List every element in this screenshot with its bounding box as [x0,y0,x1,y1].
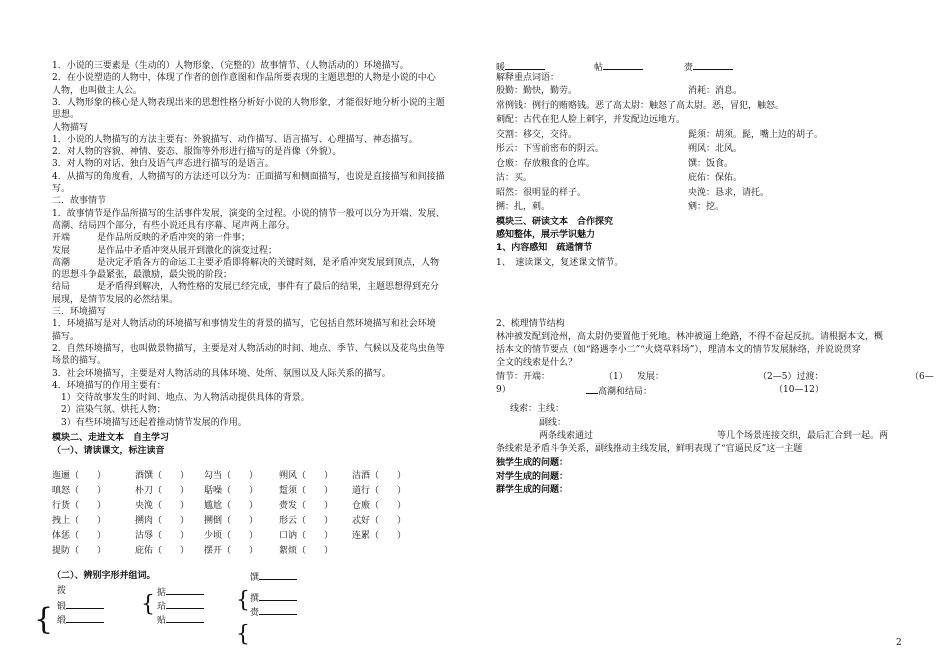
right-column [480,0,950,671]
gloss-item: 刺配：古代在犯人脸上刺字，并发配边远地方。 [496,115,686,125]
text-line: 发展 是作品中矛盾冲突从展开到激化的演变过程； [52,245,278,256]
text-line: 1．环境描写是对人物活动的环境描写和事情发生的背景的描写，它包括自然环境描写和社会环境 [52,319,436,330]
module3-title: 模块三、研读文本 合作探究 [496,217,614,227]
question-2-line: 全文的线索是什么？ [496,358,578,368]
text-line: 3）有些环境描写还起着推动情节发展的作用。 [52,417,247,428]
reading-item[interactable]: 赍发（ ） [279,501,334,511]
reading-item[interactable]: 朴刀（ ） [135,486,190,496]
text-line: 的思想斗争最紧张，最激励，最尖锐的阶段； [52,270,233,281]
gloss-item: 庇佑：保佑。 [688,173,743,183]
reading-item[interactable]: 拽上（ ） [52,516,107,526]
question-1: 1、 速读课文，复述课文情节。 [496,258,624,268]
answer-blank[interactable] [693,60,733,70]
text-line: 2）渲染气氛、烘托人物； [52,405,166,416]
text-line: 人物描写 [52,122,89,133]
clue-two: 两条线索通过 [539,431,594,441]
gloss-item: 央浼：恳求，请托。 [688,187,770,198]
gloss-item: 朔风：北风。 [688,144,743,154]
text-line: 思想。 [52,110,80,121]
reading-item[interactable]: 勾当（ ） [204,471,259,481]
reading-item[interactable]: 仓廒（ ） [352,501,407,511]
plot-climax: 高潮和结局： [586,384,652,398]
text-line: 4．环境描写的作用主要有： [52,380,166,391]
text-line: 二．故事情节 [52,196,107,207]
answer-blank[interactable] [259,570,297,580]
self-question: 独学生成的问题： [496,458,569,468]
reading-item[interactable]: 庇佑（ ） [135,546,190,556]
reading-item[interactable]: 嗔怒（ ） [52,486,107,496]
reading-item[interactable]: 迤逦（ ） [52,471,107,481]
clue-two-tail: 等几个场景连接交织，最后汇合到一起。两 [717,431,889,441]
gloss-item: 沽：买。 [496,173,533,183]
text-line: 2．自然环境描写，也叫做景物描写，主要是对人物活动的时间、地点、季节、气候以及花鸟虫鱼等 [52,343,445,354]
gloss-item: 消耗：消息。 [688,86,743,96]
module2-title: 模块二、走进文本 自主学习 [52,433,170,443]
top-blank-row: 暖 [496,60,545,74]
gloss-item: 交割：移交，交待。 [496,129,578,140]
reading-item[interactable]: 连累（ ） [352,531,407,541]
answer-blank[interactable] [66,613,104,623]
gloss-item: 彤云：下雪前密布的阴云。 [496,144,605,154]
reading-item[interactable]: 行货（ ） [52,501,107,511]
gloss-title: 解释重点词语： [496,73,560,83]
shape-char: 馔 [250,570,297,584]
brace-icon: { [236,622,250,647]
top-blank-row: 赍 [684,60,733,74]
gloss-item: 髭须：胡须。髭，嘴上边的胡子。 [688,129,824,140]
reading-item[interactable]: 踅须（ ） [279,486,334,496]
reading-item[interactable]: 朔风（ ） [279,471,334,481]
question-2-line: 括本文的情节要点（如“路遇李小二”“火烧草料场”），理清本文的情节发展脉络，并说说贯穿 [496,345,861,355]
answer-blank[interactable] [586,384,598,394]
clue-main: 线索：主线： [510,404,565,414]
shape-char: 缎 [57,613,104,627]
text-line: 展现，是情节发展的必然结果。 [52,294,179,305]
reading-item[interactable]: 道行（ ） [352,486,407,496]
answer-blank[interactable] [259,605,297,615]
text-line: 结局 是矛盾得到解决，人物性格的发展已经完成，事件有了最后的结果，主题思想得到充分 [52,282,440,293]
brace-icon: { [34,602,54,637]
plot-number: 9） [496,385,511,395]
brace-icon: { [141,592,155,617]
text-line: 三．环境描写 [52,307,107,317]
answer-blank[interactable] [166,613,204,623]
gloss-item: 仓廒：存放粮食的仓库。 [496,158,596,169]
gloss-item: 常例钱：例行的贿赂钱。恶了高太尉：触怒了高太尉。恶，冒犯，触怒。 [496,100,785,111]
answer-blank[interactable] [66,599,104,609]
shape-char: 赍 [250,605,297,619]
reading-item[interactable]: 聒噪（ ） [204,486,259,496]
text-line: 开端 是作品所反映的矛盾冲突的第一件事； [52,233,251,244]
answer-blank[interactable] [603,60,643,70]
gloss-item: 殷勤：勤快，勤劳。 [496,86,578,96]
reading-item[interactable]: 酒馔（ ） [135,471,190,481]
content-section-title: 1、内容感知 疏通情节 [496,243,593,253]
shape-char: 拨 [57,586,67,596]
reading-item[interactable]: 口讷（ ） [279,531,334,541]
text-line: 高潮 是决定矛盾各方的命运工主要矛盾即将解决的关键时刻，是矛盾冲突发展到顶点，人物 [52,257,440,268]
answer-blank[interactable] [166,599,204,609]
module3-subtitle: 感知整体，展示学识魅力 [496,230,596,240]
text-line: 1．小说的人物描写的方法主要有：外貌描写、动作描写、语言描写、心理描写、神态描写。 [52,134,418,145]
shape-char: 玷 [157,599,204,613]
gloss-item: 馔：饭食。 [688,158,734,169]
gloss-item: 搠：扎，刺。 [496,202,551,212]
plot-start: 情节：开端： [496,372,551,382]
shape-char: 锻 [57,599,104,613]
reading-item[interactable]: 絮烦（ ） [279,546,334,556]
question-2-title: 2、梳理情节结构 [496,319,565,329]
group-question: 群学生成的问题： [496,485,569,495]
reading-item[interactable]: 尴尬（ ） [204,501,259,511]
question-2-line: 林冲被发配到沧州，高太尉仍要置他于死地。林冲被逼上绝路，不得不奋起反抗。请根据本文，概 [496,332,884,342]
reading-item[interactable]: 搠肉（ ） [135,516,190,526]
plot-number: （2—5）过渡： [758,372,824,382]
top-blank-row: 帖 [594,60,643,74]
reading-item[interactable]: 搠倒（ ） [204,516,259,526]
reading-item[interactable]: 提防（ ） [52,546,107,556]
gloss-item: 剜：挖。 [688,202,725,212]
text-line: 1）交待故事发生的时间、地点、为人物活动提供具体的背景。 [52,393,310,404]
reading-section-title: （一）、请读课文，标注读音 [52,446,165,456]
plot-development: 发展： [637,372,665,382]
reading-item[interactable]: 忒好（ ） [352,516,407,526]
clue-sub: 副线： [539,418,567,428]
pair-question: 对学生成的问题： [496,472,569,482]
shape-section-title: （二）、辨别字形并组词。 [52,571,156,581]
shape-char: 贴 [157,613,204,627]
plot-number: （1） [604,372,628,382]
text-line: 1．故事情节是作品所描写的生活事件发展，演变的全过程。小说的情节一般可以分为开端、发展、 [52,208,445,219]
page-number: 2 [896,638,902,648]
reading-item[interactable]: 少顷（ ） [204,531,259,541]
text-line: 3．对人物的对话、独白及语气声态进行描写的是语言。 [52,159,274,170]
gloss-item: 昭然：很明显的样子。 [496,187,587,198]
text-line: 描写。 [52,331,80,342]
reading-item[interactable]: 沽辱（ ） [135,531,190,541]
reading-item[interactable]: 央浼（ ） [135,501,190,511]
clue-end: 条线索是矛盾斗争关系，副线推动主线发展，鲜明表现了“官逼民反”这一主题 [496,444,803,454]
reading-item[interactable]: 摆开（ ） [204,546,259,556]
text-line: 人物，也叫做主人公。 [52,85,143,96]
text-line: 高潮、结局四个部分，有些小说还具有序幕、尾声两上部分。 [52,220,296,231]
answer-blank[interactable] [166,585,204,595]
text-line: 2．对人物的容貌、神情、姿态、服饰等外形进行描写的是肖像（外貌）。 [52,147,342,158]
plot-number: （10—12） [774,385,824,395]
reading-item[interactable]: 形云（ ） [279,516,334,526]
text-line: 场景的描写。 [52,356,107,367]
text-line: 3．社会环境描写，主要是对人物活动的具体环境、处所、氛围以及人际关系的描写。 [52,368,391,379]
text-line: 3．人物形象的核心是人物表现出来的思想性格分析好小说的人物形象，才能很好地分析小说的主题 [52,97,445,108]
text-line: 2．在小说塑造的人物中，体现了作者的创作意图和作品所要表现的主题思想的人物是小说的中心 [52,73,436,84]
reading-item[interactable]: 体惩（ ） [52,531,107,541]
answer-blank[interactable] [259,591,297,601]
plot-number: （6— [910,372,934,382]
shape-char: 撰 [250,591,297,605]
text-line: 4．从描写的角度看，人物描写的方法还可以分为：正面描写和侧面描写，也说是直接描写和间接描 [52,171,445,182]
answer-blank[interactable] [505,60,545,70]
shape-char: 掂 [157,585,204,599]
reading-item[interactable]: 洁酒（ ） [352,471,407,481]
text-line: 1．小说的三要素是（生动的）人物形象、（完整的）故事情节、（人物活动的）环境描写。 [52,61,409,71]
brace-icon: { [236,588,250,613]
text-line: 写。 [52,184,71,194]
